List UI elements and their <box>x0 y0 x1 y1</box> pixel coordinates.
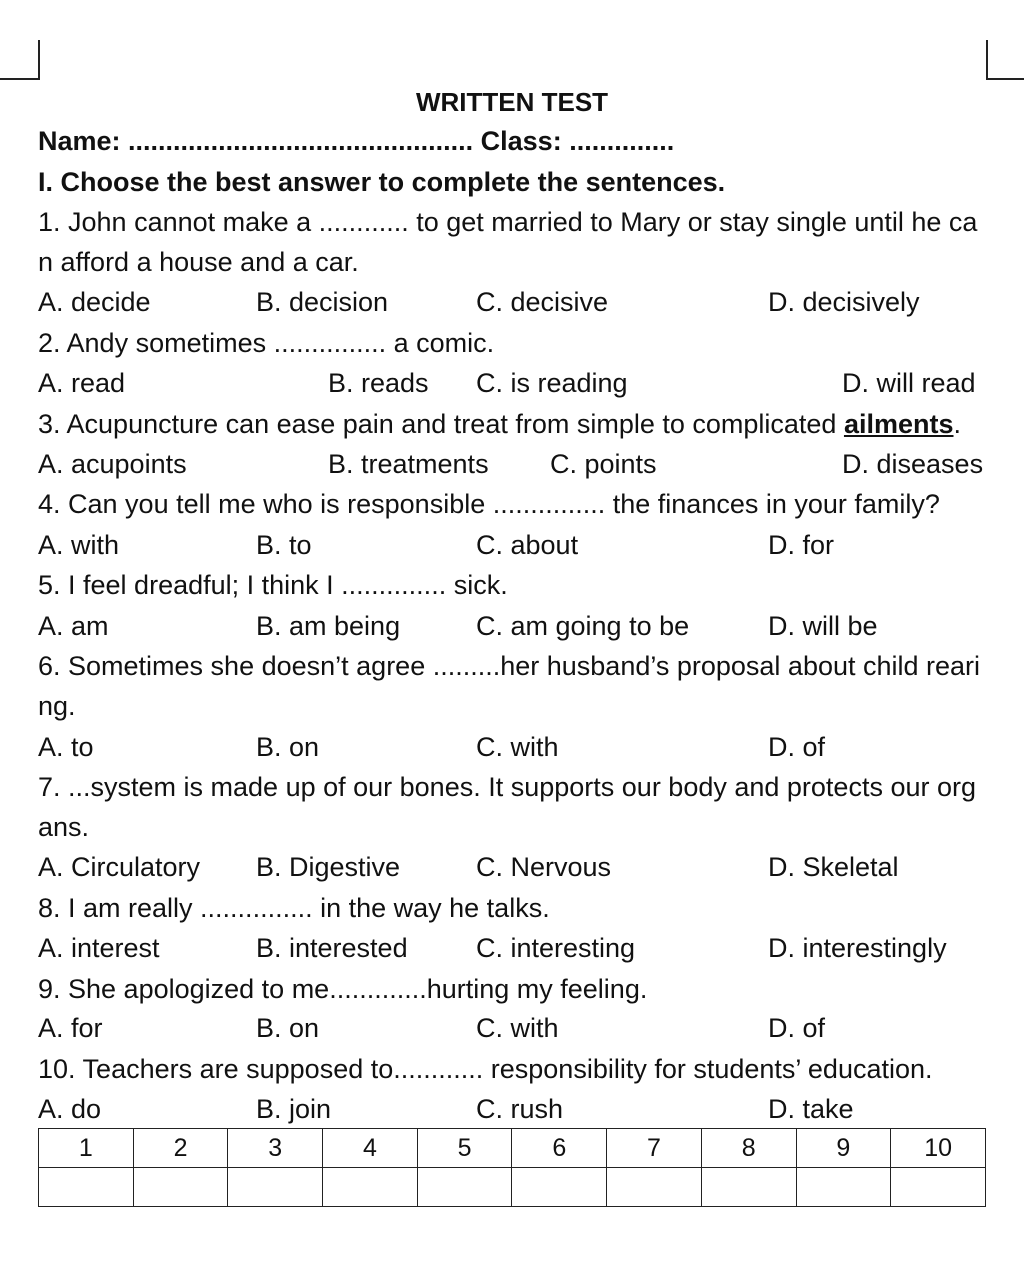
question-2-line-1: 2. Andy sometimes ............... a comic. <box>38 328 495 358</box>
question-6-line-2: ng. <box>38 691 76 721</box>
crop-mark-top-right <box>986 40 1024 80</box>
section-heading: I. Choose the best answer to complete the sentences. <box>38 167 726 197</box>
q3-option-b: B. treatments <box>328 449 489 479</box>
q4-option-c: C. about <box>476 530 579 560</box>
answer-header-cell: 10 <box>891 1129 986 1168</box>
page-title: WRITTEN TEST <box>415 87 609 117</box>
answer-header-cell: 4 <box>323 1129 418 1168</box>
answer-blank-cell[interactable] <box>891 1168 986 1207</box>
q2-option-c: C. is reading <box>476 368 628 398</box>
q9-option-a: A. for <box>38 1013 103 1043</box>
question-5-line-1: 5. I feel dreadful; I think I .............. sick. <box>38 570 508 600</box>
question-3-underlined-word: ailments <box>843 409 954 439</box>
class-blank: .............. <box>569 126 675 156</box>
q10-option-c: C. rush <box>476 1094 564 1124</box>
answer-header-cell: 1 <box>39 1129 134 1168</box>
q9-option-b: B. on <box>256 1013 320 1043</box>
question-9-line-1: 9. She apologized to me.............hurting my feeling. <box>38 974 648 1004</box>
q10-option-d: D. take <box>768 1094 854 1124</box>
name-class-line <box>38 125 674 157</box>
answer-blank-cell[interactable] <box>228 1168 323 1207</box>
q4-option-d: D. for <box>768 530 835 560</box>
q5-option-c: C. am going to be <box>476 611 690 641</box>
answer-blank-cell[interactable] <box>133 1168 228 1207</box>
q7-option-b: B. Digestive <box>256 852 401 882</box>
q8-option-b: B. interested <box>256 933 408 963</box>
answer-blank-cell[interactable] <box>796 1168 891 1207</box>
q4-option-a: A. with <box>38 530 120 560</box>
q2-option-b: B. reads <box>328 368 429 398</box>
q6-option-b: B. on <box>256 732 320 762</box>
answer-table-blank-row <box>39 1168 986 1207</box>
q3-option-d: D. diseases <box>842 449 984 479</box>
question-6-line-1: 6. Sometimes she doesn’t agree .........her husband’s proposal about child reari <box>38 651 981 681</box>
q6-option-a: A. to <box>38 732 94 762</box>
q2-option-a: A. read <box>38 368 126 398</box>
answer-blank-cell[interactable] <box>607 1168 702 1207</box>
answer-header-cell: 7 <box>607 1129 702 1168</box>
q1-option-b: B. decision <box>256 287 389 317</box>
class-label: Class: <box>480 126 562 156</box>
answer-blank-cell[interactable] <box>701 1168 796 1207</box>
answer-header-cell: 3 <box>228 1129 323 1168</box>
q9-option-d: D. of <box>768 1013 826 1043</box>
answer-header-cell: 9 <box>796 1129 891 1168</box>
question-7-line-2: ans. <box>38 812 90 842</box>
q5-option-b: B. am being <box>256 611 401 641</box>
answer-header-cell: 5 <box>417 1129 512 1168</box>
answer-blank-cell[interactable] <box>417 1168 512 1207</box>
question-3-text: 3. Acupuncture can ease pain and treat from simple to complicated <box>38 409 844 439</box>
q8-option-a: A. interest <box>38 933 160 963</box>
answer-blank-cell[interactable] <box>39 1168 134 1207</box>
q3-option-c: C. points <box>550 449 657 479</box>
question-8-line-1: 8. I am really ............... in the way he talks. <box>38 893 550 923</box>
question-1-line-2: n afford a house and a car. <box>38 247 359 277</box>
answer-table <box>38 1128 986 1207</box>
q8-option-d: D. interestingly <box>768 933 947 963</box>
q4-option-b: B. to <box>256 530 312 560</box>
q7-option-d: D. Skeletal <box>768 852 899 882</box>
q1-option-c: C. decisive <box>476 287 609 317</box>
q3-option-a: A. acupoints <box>38 449 187 479</box>
crop-mark-top-left <box>0 40 40 80</box>
q10-option-a: A. do <box>38 1094 102 1124</box>
question-3-line-1 <box>38 408 961 440</box>
question-10-line-1: 10. Teachers are supposed to............ responsibility for students’ education. <box>38 1054 933 1084</box>
q7-option-a: A. Circulatory <box>38 852 201 882</box>
name-blank: .............................................. <box>128 126 474 156</box>
name-label: Name: <box>38 126 121 156</box>
q6-option-d: D. of <box>768 732 826 762</box>
answer-header-cell: 8 <box>701 1129 796 1168</box>
q8-option-c: C. interesting <box>476 933 636 963</box>
answer-header-cell: 2 <box>133 1129 228 1168</box>
q9-option-c: C. with <box>476 1013 559 1043</box>
question-3-period: . <box>953 409 962 439</box>
q1-option-d: D. decisively <box>768 287 920 317</box>
answer-blank-cell[interactable] <box>512 1168 607 1207</box>
q6-option-c: C. with <box>476 732 559 762</box>
q10-option-b: B. join <box>256 1094 332 1124</box>
answer-blank-cell[interactable] <box>323 1168 418 1207</box>
answer-table-header-row <box>39 1129 986 1168</box>
answer-header-cell: 6 <box>512 1129 607 1168</box>
q5-option-d: D. will be <box>768 611 878 641</box>
q1-option-a: A. decide <box>38 287 151 317</box>
q7-option-c: C. Nervous <box>476 852 612 882</box>
question-4-line-1: 4. Can you tell me who is responsible ............... the finances in your family? <box>38 489 940 519</box>
q5-option-a: A. am <box>38 611 109 641</box>
question-7-line-1: 7. ...system is made up of our bones. It supports our body and protects our org <box>38 772 976 802</box>
q2-option-d: D. will read <box>842 368 976 398</box>
question-1-line-1: 1. John cannot make a ............ to get married to Mary or stay single until he ca <box>38 207 978 237</box>
